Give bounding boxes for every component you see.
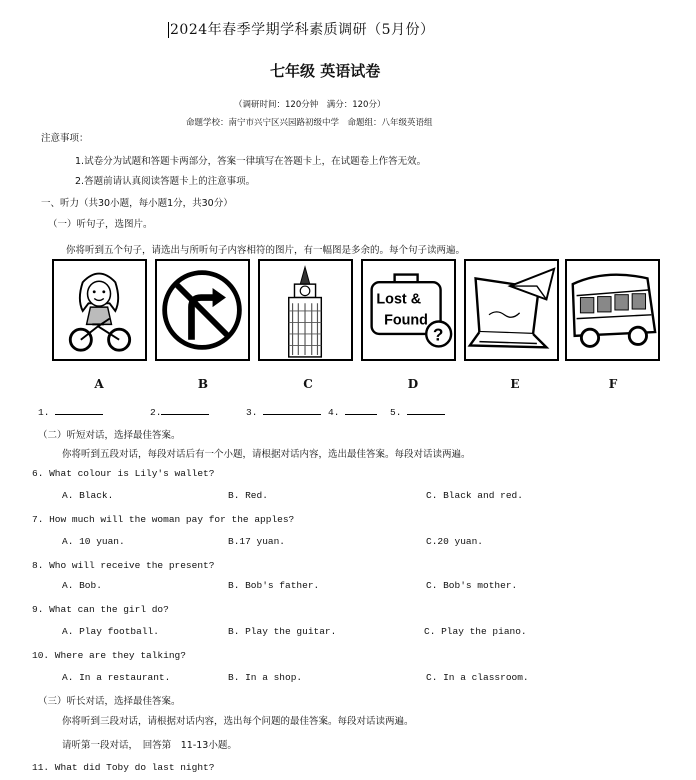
q7-option-b: B.17 yuan. [228,536,286,547]
exam-title [168,19,435,39]
notice-item-2: 2.答题前请认真阅读答题卡上的注意事项。 [75,176,256,187]
found-text: Found [384,312,428,329]
question-8: 8. Who will receive the present? [32,560,215,571]
picture-label-b: B [197,377,209,391]
picture-label-a: A [94,377,104,391]
lost-text: Lost & [376,291,422,308]
answer-blank-5: 5. [390,405,445,418]
picture-e-laptop-email [464,259,559,361]
picture-a-girl-on-bicycle [52,259,147,361]
answer-blank-3: 3. [246,405,321,418]
q10-option-c: C. In a classroom. [426,672,529,683]
section3-instruction: 你将听到三段对话，请根据对话内容，选出每个问题的最佳答案。每段对话读两遍。 [62,716,414,727]
notice-item-1: 1.试卷分为试题和答题卡两部分，答案一律填写在答题卡上，在试题卷上作答无效。 [75,156,427,167]
exam-subtitle: 七年级 英语试卷 [270,62,381,80]
picture-label-f: F [608,377,618,391]
question-10: 10. Where are they talking? [32,650,186,661]
part1-heading: （一）听句子，选图片。 [48,219,153,230]
picture-d-lost-and-found [361,259,456,361]
section3-heading: （三）听长对话，选择最佳答案。 [38,696,181,707]
part1-instruction: 你将听到五个句子，请选出与所听句子内容相符的图片，有一幅图是多余的。每个句子读两遍。 [66,245,466,256]
lost-and-found-icon [363,261,454,359]
q7-option-a: A. 10 yuan. [62,536,125,547]
section2-heading: （二）听短对话，选择最佳答案。 [38,430,181,441]
clock-tower-icon [260,261,351,359]
exam-title-text: 2024年春季学期学科素质调研（5月份） [170,22,435,38]
picture-b-no-right-turn [155,259,250,361]
q9-option-b: B. Play the guitar. [228,626,337,637]
question-9: 9. What can the girl do? [32,604,169,615]
q6-option-a: A. Black. [62,490,114,501]
no-right-turn-sign-icon [157,261,248,359]
notice-heading: 注意事项： [41,133,89,144]
q6-option-c: C. Black and red. [426,490,523,501]
school-bus-icon [567,261,658,359]
picture-c-clock-tower [258,259,353,361]
q10-option-b: B. In a shop. [228,672,303,683]
time-info: （调研时间：120分钟 满分：120分） [234,100,386,110]
section1-heading: 一、听力（共30小题，每小题1分，共30分） [41,198,233,209]
question-7: 7. How much will the woman pay for the apples? [32,514,295,525]
q10-option-a: A. In a restaurant. [62,672,171,683]
picture-f-school-bus [565,259,660,361]
picture-label-e: E [510,377,520,391]
section2-instruction: 你将听到五段对话，每段对话后有一个小题，请根据对话内容，选出最佳答案。每段对话读两遍。 [62,449,471,460]
q9-option-a: A. Play football. [62,626,159,637]
q7-option-c: C.20 yuan. [426,536,484,547]
girl-bicycle-icon [54,261,145,359]
picture-label-c: C [303,377,313,391]
laptop-email-icon [466,261,557,359]
picture-label-d: D [407,377,419,391]
q8-option-a: A. Bob. [62,580,102,591]
section3-first-dialog: 请听第一段对话， 回答第 11-13小题。 [62,740,237,751]
q9-option-c: C. Play the piano. [424,626,527,637]
question-mark-text: ? [432,324,444,345]
answer-blank-4: 4. [328,405,377,418]
q8-option-c: C. Bob's mother. [426,580,518,591]
question-6: 6. What colour is Lily's wallet? [32,468,215,479]
question-11: 11. What did Toby do last night? [32,762,215,773]
answer-blank-2: 2. [150,405,209,418]
q6-option-b: B. Red. [228,490,268,501]
answer-blank-1: 1. [38,405,103,418]
author-info: 命题学校：南宁市兴宁区兴园路初级中学 命题组：八年级英语组 [186,118,433,128]
q8-option-b: B. Bob's father. [228,580,320,591]
